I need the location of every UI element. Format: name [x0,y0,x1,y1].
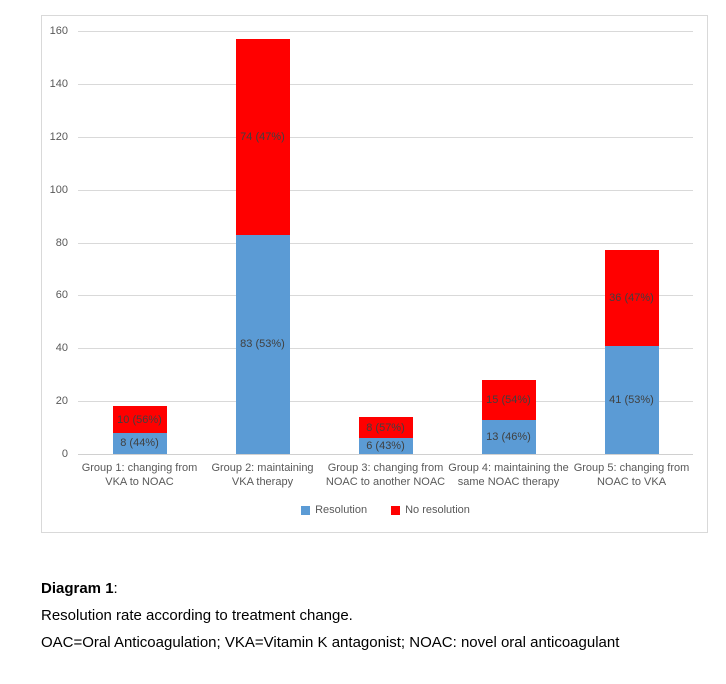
x-category-label-line: Group 5: changing from [573,462,690,474]
x-category-label [326,461,445,489]
bar-segment-resolution [605,346,659,454]
x-category-label-line: Group 4: maintaining the [448,462,569,474]
caption-line: Resolution rate according to treatment change. [41,607,353,624]
x-category-label [82,461,198,489]
bar-segment-resolution [236,235,290,454]
gridline [78,31,693,32]
legend-label: Resolution [315,504,368,516]
legend-item [391,504,470,516]
bar-segment-label: 8 (44%) [120,437,159,450]
legend-swatch-icon [391,506,400,515]
x-category-label-line: NOAC to VKA [596,476,667,488]
y-tick-label: 80 [55,237,68,249]
bar-segment-no-resolution [605,250,659,345]
x-category-label-line: Group 3: changing from [327,462,444,474]
chart-frame [41,15,708,533]
bar-segment-label: 74 (47%) [240,130,285,143]
x-category-label-line: Group 2: maintaining [211,462,314,474]
gridline [78,190,693,191]
gridline [78,243,693,244]
x-category-label-line: NOAC to another NOAC [325,476,446,488]
bar-segment-no-resolution [359,417,413,438]
bar-segment-label: 83 (53%) [240,338,285,351]
bar-segment-no-resolution [236,39,290,235]
bar-segment-label: 15 (54%) [486,393,531,406]
x-axis-line [78,454,693,455]
x-category-label-line: VKA therapy [231,476,294,488]
bar-segment-label: 6 (43%) [366,440,405,453]
caption-title-bold: Diagram 1 [41,580,114,597]
legend-swatch-icon [301,506,310,515]
caption-line: OAC=Oral Anticoagulation; VKA=Vitamin K antagonist; NOAC: novel oral anticoagulant [41,634,620,651]
bar-segment-resolution [482,420,536,454]
legend-item [301,504,367,516]
gridline [78,84,693,85]
bar-segment-label: 41 (53%) [609,393,654,406]
y-tick-label: 40 [55,342,68,354]
bar-segment-label: 13 (46%) [486,430,531,443]
x-category-label [574,461,690,489]
gridline [78,348,693,349]
y-tick-label: 120 [49,131,68,143]
y-tick-label: 100 [49,184,68,196]
x-category-label-line: same NOAC therapy [457,476,560,488]
y-tick-label: 0 [61,448,68,460]
bar-segment-label: 36 (47%) [609,292,654,304]
caption-title-suffix: : [113,580,118,597]
y-tick-label: 140 [49,78,68,90]
y-tick-label: 20 [55,395,68,407]
legend [78,504,693,516]
x-category-label-line: Group 1: changing from [81,462,198,474]
bar-segment-no-resolution [113,406,167,432]
figure-caption [41,575,619,656]
x-category-label-line: VKA to NOAC [105,476,174,488]
bar-segment-label: 8 (57%) [366,421,405,434]
bar-segment-label: 10 (56%) [117,413,162,426]
bar-segment-resolution [359,438,413,454]
x-category-label [448,461,568,489]
y-tick-label: 160 [49,25,68,37]
x-category-label [211,461,313,489]
bar-segment-no-resolution [482,380,536,420]
gridline [78,295,693,296]
caption-title [41,575,619,602]
y-tick-label: 60 [55,289,68,301]
bar-segment-resolution [113,433,167,454]
gridline [78,401,693,402]
legend-label: No resolution [405,504,470,516]
gridline [78,137,693,138]
